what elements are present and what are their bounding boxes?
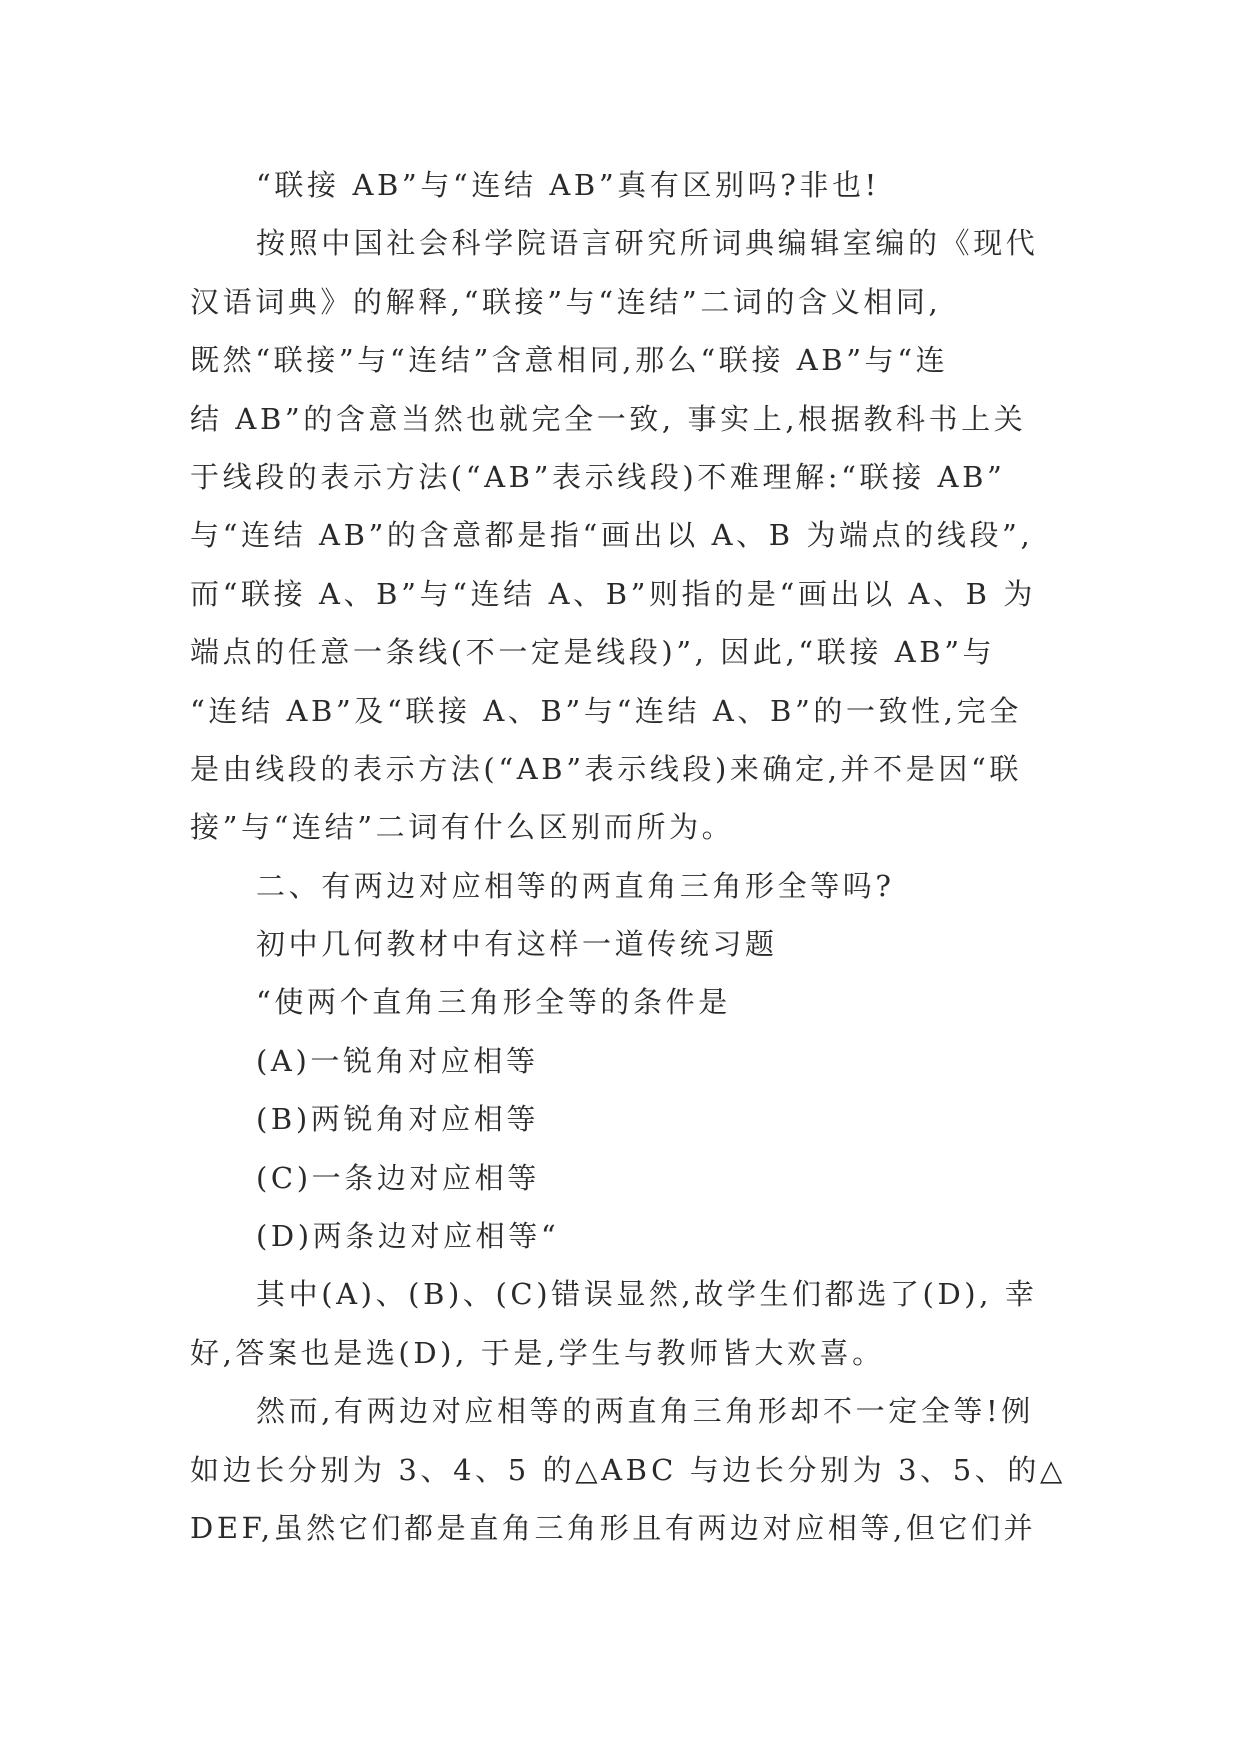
text-line: 端点的任意一条线(不一定是线段)”, 因此,“联接 AB”与 [190,635,996,670]
text-line: 二、有两边对应相等的两直角三角形全等吗? [256,868,895,903]
text-line: “连结 AB”及“联接 A、B”与“连结 A、B”的一致性,完全 [190,693,1022,728]
text-line: 与“连结 AB”的含意都是指“画出以 A、B 为端点的线段”, [190,518,1034,553]
text-line: 好,答案也是选(D), 于是,学生与教师皆大欢喜。 [190,1335,885,1370]
text-line: 初中几何教材中有这样一道传统习题 [256,927,778,962]
text-line: (D)两条边对应相等“ [256,1219,560,1254]
text-line: 接”与“连结”二词有什么区别而所为。 [190,810,735,845]
body-text [190,156,1070,1557]
text-line: “联接 AB”与“连结 AB”真有区别吗?非也! [256,168,880,202]
text-line: DEF,虽然它们都是直角三角形且有两边对应相等,但它们并 [190,1510,1037,1545]
text-line: 既然“联接”与“连结”含意相同,那么“联接 AB”与“连 [190,343,949,378]
text-line: (B)两锐角对应相等 [256,1102,539,1137]
text-line: 而“联接 A、B”与“连结 A、B”则指的是“画出以 A、B 为 [190,576,1036,611]
text-line: 结 AB”的含意当然也就完全一致, 事实上,根据教科书上关 [190,401,1027,436]
text-line: 其中(A)、(B)、(C)错误显然,故学生们都选了(D), 幸 [256,1277,1038,1312]
text-line: 汉语词典》的解释,“联接”与“连结”二词的含义相同, [190,284,942,319]
text-line: 是由线段的表示方法(“AB”表示线段)来确定,并不是因“联 [190,751,1022,786]
text-line: 于线段的表示方法(“AB”表示线段)不难理解:“联接 AB” [190,459,1006,494]
text-line: (A)一锐角对应相等 [256,1043,539,1078]
text-line: 按照中国社会科学院语言研究所词典编辑室编的《现代 [256,226,1039,261]
text-line: 如边长分别为 3、4、5 的△ABC 与边长分别为 3、5、的△ [190,1452,1066,1487]
text-line: “使两个直角三角形全等的条件是 [256,985,731,1020]
text-line: (C)一条边对应相等 [256,1160,540,1195]
text-line: 然而,有两边对应相等的两直角三角形却不一定全等!例 [256,1394,1034,1429]
